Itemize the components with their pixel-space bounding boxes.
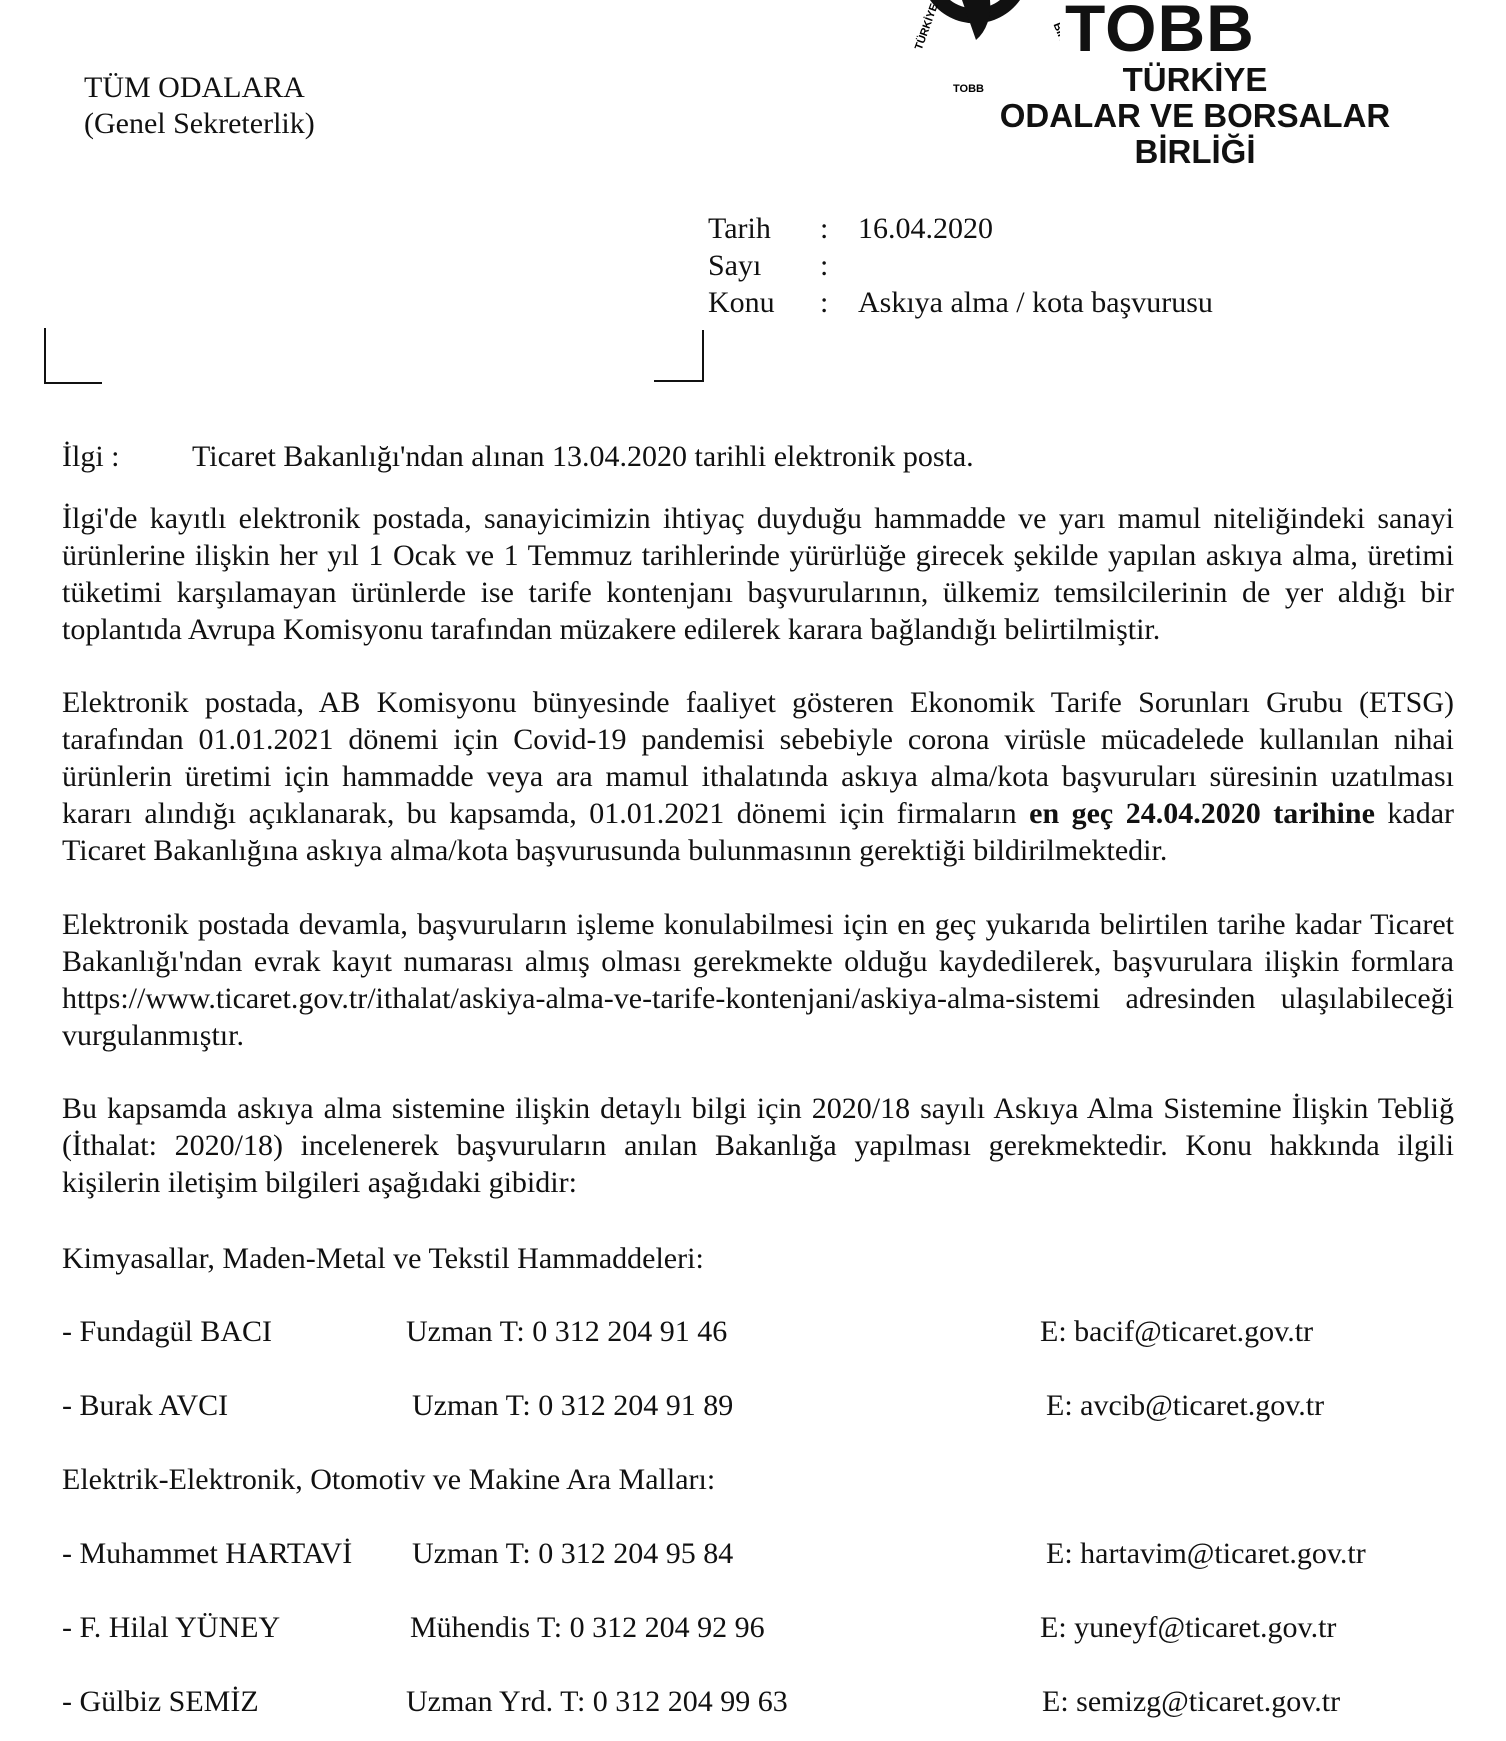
address-bracket-left (44, 328, 102, 384)
paragraph-2-text-a: Elektronik postada, AB Komisyonu bünyesinde faaliyet gösteren Ekonomik Tarife Sorunları Grubu (ETSG) tarafından 01.01.2021 dönemi için Covid-19 pandemisi sebebiyle corona virüsle mücadelede kullanılan nihai ürünlerin üretimi için hammadde veya ara mamul ithalatında askıya alma/kota başvuruları süresinin uzatılması kararı alındığı açıklanarak, bu kapsamda, 01.01.2021 dönemi için firmaların (62, 686, 1454, 830)
meta-konu-label: Konu (708, 286, 775, 319)
paragraph-1: İlgi'de kayıtlı elektronik postada, sanayicimizin ihtiyaç duyduğu hammadde ve yarı mamul niteliğindeki sanayi ürünlerine ilişkin her yıl 1 Ocak ve 1 Temmuz tarihlerinde yürürlüğe girecek şekilde yapılan askıya alma, üretimi tüketimi karşılamayan ürünlerde ise tarife kontenjanı başvurularının, ülkemiz temsilcilerinin de yer aldığı bir toplantıda Avrupa Komisyonu tarafından müzakere edilerek karara bağlandığı belirtilmiştir. (62, 502, 1454, 646)
paragraph-2 (62, 684, 1454, 869)
brand-subtitle (960, 62, 1430, 170)
ilgi-label: İlgi : (62, 440, 120, 473)
contact-email: E: bacif@ticaret.gov.tr (1040, 1315, 1314, 1348)
contact-phone: Uzman Yrd. T: 0 312 204 99 63 (406, 1685, 788, 1718)
contact-phone: Mühendis T: 0 312 204 92 96 (410, 1611, 765, 1644)
meta-konu-row (708, 284, 1213, 321)
meta-konu-value: Askıya alma / kota başvurusu (858, 286, 1213, 319)
addressee-line-2: (Genel Sekreterlik) (84, 107, 315, 140)
meta-colon: : (820, 249, 829, 282)
address-bracket-right (654, 330, 704, 382)
paragraph-4: Bu kapsamda askıya alma sistemine ilişkin detaylı bilgi için 2020/18 sayılı Askıya Alma Sistemine İlişkin Tebliğ (İthalat: 2020/18) incelenerek başvuruların anılan Bakanlığa yapılması gerekmektedir. Konu hakkında ilgili kişilerin iletişim bilgileri aşağıdaki gibidir: (62, 1092, 1454, 1199)
contact-name: - Fundagül BACI (62, 1315, 272, 1348)
seal-text-right: BİRLİĞİ (1050, 20, 1060, 63)
contact-phone: Uzman T: 0 312 204 91 89 (412, 1389, 734, 1422)
group-2-title: Elektrik-Elektronik, Otomotiv ve Makine Ara Malları: (62, 1463, 716, 1496)
meta-tarih-label: Tarih (708, 212, 771, 245)
meta-colon: : (820, 212, 829, 245)
seal-text-left: TÜRKİYE (912, 2, 941, 52)
ilgi-line (62, 438, 974, 475)
contact-name: - Gülbiz SEMİZ (62, 1685, 259, 1718)
contact-email: E: semizg@ticaret.gov.tr (1042, 1685, 1341, 1718)
seal-text-bottom: TOBB (953, 83, 984, 95)
meta-tarih-value: 16.04.2020 (858, 212, 993, 245)
addressee-block (84, 70, 315, 142)
meta-sayi-label: Sayı (708, 249, 762, 282)
contact-phone: Uzman T: 0 312 204 91 46 (406, 1315, 728, 1348)
paragraph-2-deadline: en geç 24.04.2020 tarihine (1029, 797, 1375, 830)
ilgi-text: Ticaret Bakanlığı'ndan alınan 13.04.2020 tarihli elektronik posta. (192, 440, 974, 473)
contact-name: - F. Hilal YÜNEY (62, 1611, 281, 1644)
contact-email: E: yuneyf@ticaret.gov.tr (1040, 1611, 1337, 1644)
meta-block (708, 210, 1213, 321)
paragraph-2-text-b: kadar Ticaret Bakanlığına askıya alma/kota başvurusunda bulunmasının gerektiği bildirilmektedir. (62, 797, 1455, 867)
contact-phone: Uzman T: 0 312 204 95 84 (412, 1537, 734, 1570)
meta-colon: : (820, 286, 829, 319)
group-1-title: Kimyasallar, Maden-Metal ve Tekstil Hammaddeleri: (62, 1242, 704, 1275)
meta-tarih-row (708, 210, 1213, 247)
contact-email: E: avcib@ticaret.gov.tr (1046, 1389, 1325, 1422)
paragraph-3: Elektronik postada devamla, başvuruların işleme konulabilmesi için en geç yukarıda belirtilen tarihe kadar Ticaret Bakanlığı'ndan evrak kayıt numarası almış olması gerekmekte olduğu kaydedilerek, başvurulara ilişkin formlara https://www.ticaret.gov.tr/ithalat/askiya-alma-ve-tarife-kontenjani/askiya-alma-sistemi adresinden ulaşılabileceği vurgulanmıştır. (62, 908, 1454, 1052)
contact-name: - Burak AVCI (62, 1389, 229, 1422)
brand-sub-line-2: ODALAR VE BORSALAR (999, 97, 1391, 134)
brand-title: TOBB (1065, 0, 1255, 65)
brand-sub-line-3: BİRLİĞİ (1134, 133, 1256, 170)
contact-name: - Muhammet HARTAVİ (62, 1537, 353, 1570)
brand-sub-line-1: TÜRKİYE (1122, 61, 1268, 98)
addressee-line-1: TÜM ODALARA (84, 71, 305, 104)
contact-email: E: hartavim@ticaret.gov.tr (1046, 1537, 1366, 1570)
meta-sayi-row (708, 247, 1213, 284)
